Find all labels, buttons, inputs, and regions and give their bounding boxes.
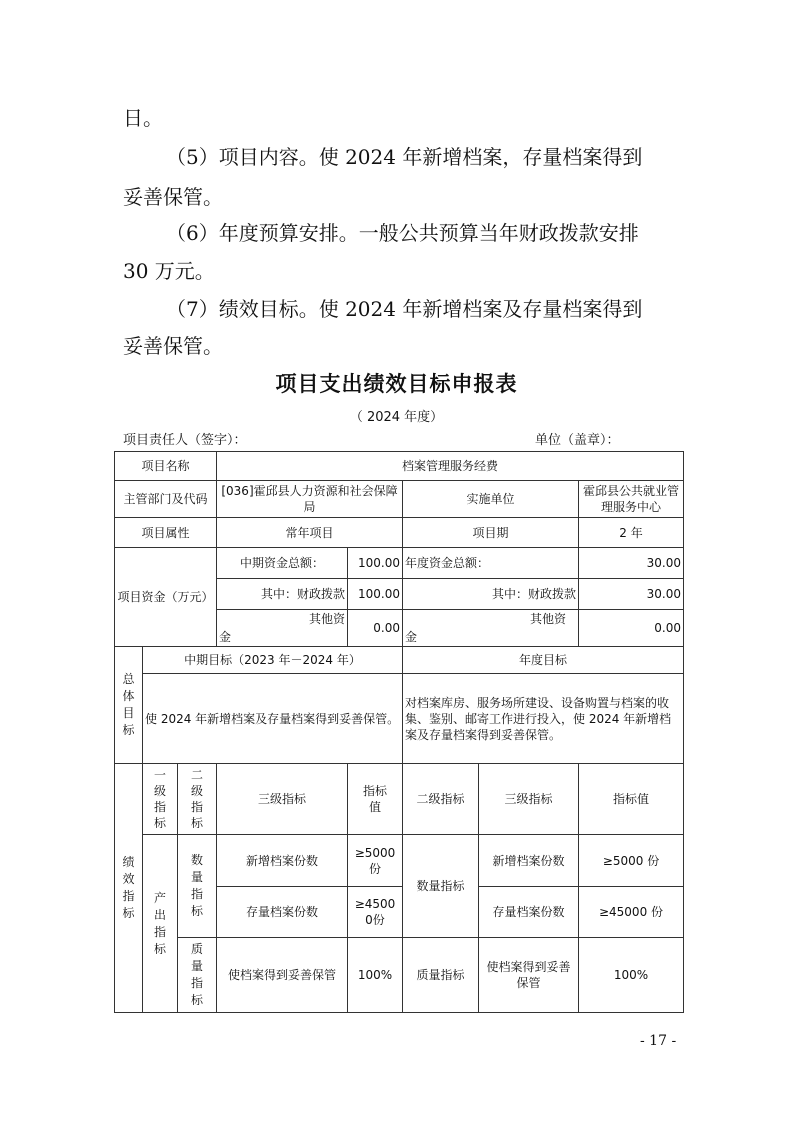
row1-value-b: ≥5000 份 bbox=[579, 835, 684, 887]
header-value-b: 指标值 bbox=[579, 764, 684, 835]
project-name-value: 档案管理服务经费 bbox=[217, 452, 684, 481]
row3-level3-b: 使档案得到妥善保管 bbox=[479, 938, 579, 1013]
attr-value: 常年项目 bbox=[217, 518, 403, 548]
paragraph-line: （6）年度预算安排。一般公共预算当年财政拨款安排 bbox=[166, 221, 639, 245]
quantity-indicator-b: 数量指标 bbox=[403, 835, 479, 938]
header-level3: 三级指标 bbox=[217, 764, 348, 835]
form-subtitle: （ 2024 年度） bbox=[349, 410, 444, 425]
other-label-top: 其他资 bbox=[529, 612, 566, 626]
other-label-bottom: 金 bbox=[219, 630, 232, 644]
paragraph-line: 日。 bbox=[123, 106, 163, 130]
paragraph-line: 妥善保管。 bbox=[123, 334, 223, 358]
year-total-label: 年度资金总额： bbox=[403, 548, 579, 579]
mid-goal-text: 使 2024 年新增档案及存量档案得到妥善保管。 bbox=[143, 674, 403, 764]
responsible-label: 项目责任人（签字）： bbox=[123, 433, 247, 448]
form-title: 项目支出绩效目标申报表 bbox=[275, 371, 518, 396]
unit-label: 单位（盖章）： bbox=[535, 433, 620, 448]
year-goal-text: 对档案库房、服务场所建设、设备购置与档案的收集、鉴别、邮寄工作进行投入，使 2024 年新增档案及存量档案得到妥善保管。 bbox=[403, 674, 684, 764]
year-goal-header: 年度目标 bbox=[403, 647, 684, 674]
quality-indicator-label: 质量指标 bbox=[178, 938, 217, 1013]
row3-value: 100% bbox=[348, 938, 403, 1013]
performance-table bbox=[114, 451, 684, 1013]
dept-value: [036]霍邱县人力资源和社会保障局 bbox=[217, 481, 403, 518]
paragraph-line: 30 万元。 bbox=[123, 259, 215, 283]
header-level2: 二级指标 bbox=[178, 764, 217, 835]
header-value: 指标值 bbox=[348, 764, 403, 835]
row1-level3-b: 新增档案份数 bbox=[479, 835, 579, 887]
period-value: 2 年 bbox=[579, 518, 684, 548]
mid-total-label: 中期资金总额： bbox=[217, 548, 348, 579]
year-other-label bbox=[403, 610, 579, 647]
row2-value-b: ≥45000 份 bbox=[579, 887, 684, 938]
row2-value: ≥45000份 bbox=[348, 887, 403, 938]
period-label: 项目期 bbox=[403, 518, 579, 548]
paragraph-line: 妥善保管。 bbox=[123, 185, 223, 209]
mid-goal-header: 中期目标（2023 年－2024 年） bbox=[143, 647, 403, 674]
mid-total-value: 100.00 bbox=[348, 548, 403, 579]
paragraph-line: （7）绩效目标。使 2024 年新增档案及存量档案得到 bbox=[166, 297, 643, 321]
quality-indicator-b: 质量指标 bbox=[403, 938, 479, 1013]
row1-level3: 新增档案份数 bbox=[217, 835, 348, 887]
page-number: - 17 - bbox=[640, 1033, 677, 1049]
perf-indicator-label: 绩效指标 bbox=[115, 764, 143, 1013]
mid-other-value: 0.00 bbox=[348, 610, 403, 647]
output-indicator-label: 产出指标 bbox=[143, 835, 178, 1013]
funds-label: 项目资金（万元） bbox=[115, 548, 217, 647]
other-label-top: 其他资 bbox=[308, 612, 345, 626]
header-level3-b: 三级指标 bbox=[479, 764, 579, 835]
dept-label: 主管部门及代码 bbox=[115, 481, 217, 518]
paragraph-line: （5）项目内容。使 2024 年新增档案，存量档案得到 bbox=[166, 145, 643, 169]
row2-level3: 存量档案份数 bbox=[217, 887, 348, 938]
year-fiscal-value: 30.00 bbox=[579, 579, 684, 610]
header-level2-b: 二级指标 bbox=[403, 764, 479, 835]
mid-other-label bbox=[217, 610, 348, 647]
year-total-value: 30.00 bbox=[579, 548, 684, 579]
year-fiscal-label: 其中：财政拨款 bbox=[403, 579, 579, 610]
impl-label: 实施单位 bbox=[403, 481, 579, 518]
row3-value-b: 100% bbox=[579, 938, 684, 1013]
impl-value: 霍邱县公共就业管理服务中心 bbox=[579, 481, 684, 518]
year-other-value: 0.00 bbox=[579, 610, 684, 647]
quantity-indicator-label: 数量指标 bbox=[178, 835, 217, 938]
row2-level3-b: 存量档案份数 bbox=[479, 887, 579, 938]
mid-fiscal-value: 100.00 bbox=[348, 579, 403, 610]
overall-goal-label: 总体目标 bbox=[115, 647, 143, 764]
row3-level3: 使档案得到妥善保管 bbox=[217, 938, 348, 1013]
attr-label: 项目属性 bbox=[115, 518, 217, 548]
header-level1: 一级指标 bbox=[143, 764, 178, 835]
row1-value: ≥5000份 bbox=[348, 835, 403, 887]
other-label-bottom: 金 bbox=[405, 630, 418, 644]
project-name-label: 项目名称 bbox=[115, 452, 217, 481]
mid-fiscal-label: 其中：财政拨款 bbox=[217, 579, 348, 610]
